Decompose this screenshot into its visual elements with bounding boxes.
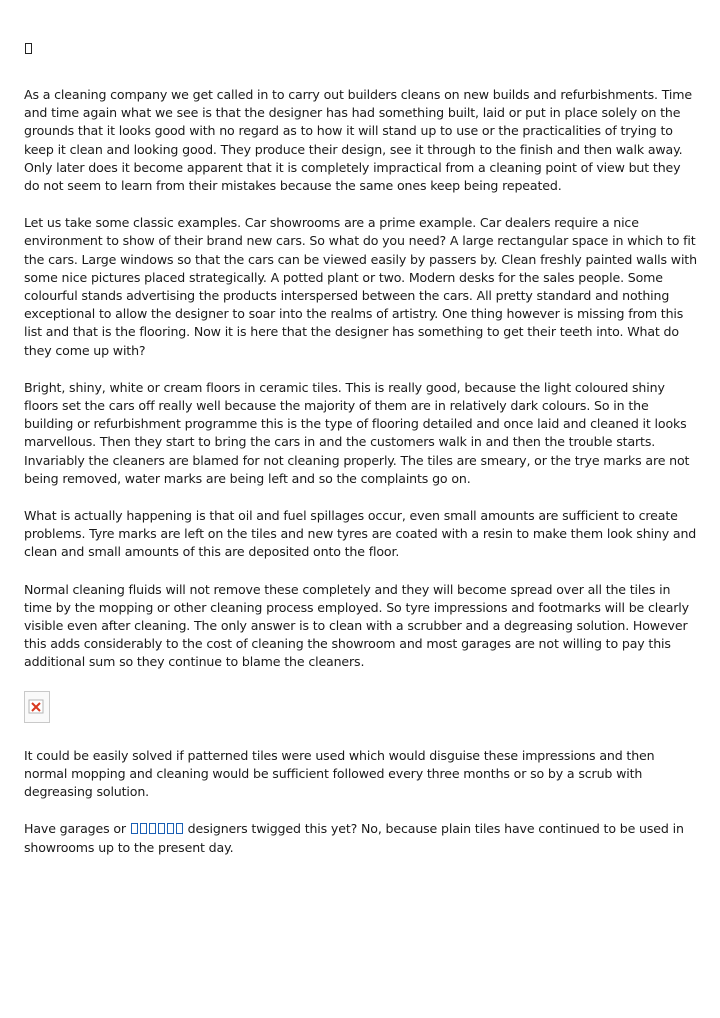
link-glyph-box <box>131 823 138 834</box>
inline-link[interactable] <box>130 821 184 836</box>
paragraph-4: What is actually happening is that oil and fuel spillages occur, even small amounts are sufficient to create problems. Tyre marks are left on the tiles and new tyres are coated with a resin to make them look shiny and clean and small amounts of this are deposited onto the floor. <box>24 508 697 560</box>
paragraph-6: It could be easily solved if patterned tiles were used which would disguise these impressions and then normal mopping and cleaning would be sufficient followed every three months or so by a scrub with degreasing solution. <box>24 747 655 800</box>
link-glyph-box <box>176 823 183 834</box>
paragraph-2: Let us take some classic examples. Car showrooms are a prime example. Car dealers require a nice environment to show of their brand new cars. So what do you need? A large rectangular space in which to fit the cars. Large windows so that the cars can be viewed easily by passers by. Clean freshly painted walls with some nice pictures placed strategically. A potted plant or two. Modern desks for the sales people. Some colourful stands advertising the products interspersed between the cars. All pretty standard and nothing exceptional to allow the designer to soar into the realms of artistry. One thing however is missing from this list and that is the flooring. Now it is here that the designer has something to get their teeth into. What do they come up with? <box>24 215 697 358</box>
link-glyph-box <box>167 823 174 834</box>
paragraph-5: Normal cleaning fluids will not remove these completely and they will become spread over all the tiles in time by the mopping or other cleaning process employed. So tyre impressions and footmarks will be clearly visible even after cleaning. The only answer is to clean with a scrubber and a degreasing solution. However this adds considerably to the cost of cleaning the showroom and most garages are not willing to pay this additional sum so they continue to blame the cleaners. <box>24 581 689 670</box>
paragraph-3: Bright, shiny, white or cream floors in ceramic tiles. This is really good, because the light coloured shiny floors set the cars off really well because the majority of them are in relatively dark colours. So in the building or refurbishment programme this is the type of flooring detailed and once laid and cleaned it looks marvellous. Then they start to bring the cars in and the customers walk in and then the trouble starts. Invariably the cleaners are blamed for not cleaning properly. The tiles are smeary, or the trye marks are not being removed, water marks are being left and so the complaints go on. <box>24 379 690 486</box>
broken-image-icon <box>24 691 50 723</box>
link-glyph-box <box>140 823 147 834</box>
link-glyph-box <box>158 823 165 834</box>
document-body <box>24 40 698 857</box>
paragraph-7 <box>24 820 698 856</box>
missing-glyph-box <box>25 43 32 54</box>
paragraph-7-before-link: Have garages or <box>24 821 130 837</box>
broken-image-x-icon <box>27 694 47 714</box>
paragraph-1: As a cleaning company we get called in to carry out builders cleans on new builds and refurbishments. Time and time again what we see is that the designer has had something built, laid or put in place solely on the grounds that it looks good with no regard as to how it will stand up to use or the practicalities of trying to keep it clean and looking good. They produce their design, see it through to the finish and then walk away. Only later does it become apparent that it is completely impractical from a cleaning point of view but they do not seem to learn from their mistakes because the same ones keep being repeated. <box>24 87 692 194</box>
link-glyph-box <box>149 823 156 834</box>
missing-glyph-icon <box>24 40 698 58</box>
paragraph-7-after-link: designers twigged this yet? No, because plain tiles have continued to be used in showrooms up to the present day. <box>24 821 684 855</box>
